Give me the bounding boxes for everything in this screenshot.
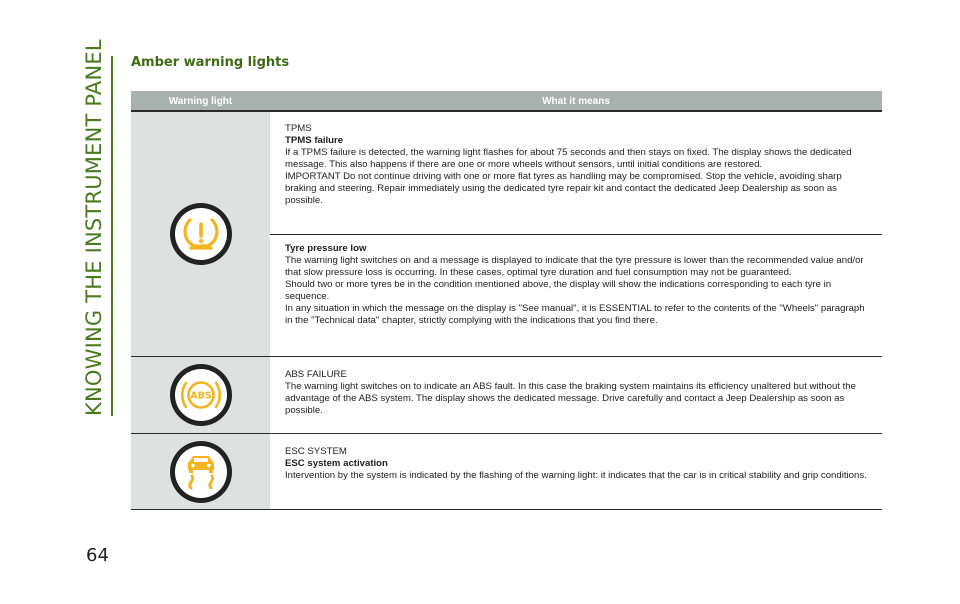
entry-heading: ABS FAILURE <box>285 369 347 380</box>
warning-lights-table <box>131 91 882 510</box>
entry-paragraph: Intervention by the system is indicated by the flashing of the warning light: it indicates that the car is in critical stability and grip conditions. <box>285 470 867 481</box>
entry-paragraph: The warning light switches on to indicate an ABS fault. In this case the braking system maintains its efficiency unaltered but without the advantage of the ABS system. The display shows the dedicated message. Drive carefully and contact a Jeep Dealership as soon as possible. <box>285 381 856 416</box>
icon-cell <box>131 434 270 509</box>
entry-paragraph: If a TPMS failure is detected, the warning light flashes for about 75 seconds and then stays on fixed. The display shows the dedicated message. This also happens if there are one or more wheels without sensors, until initial conditions are restored. <box>285 147 852 170</box>
table-header <box>131 91 882 112</box>
chapter-side-title: KNOWING THE INSTRUMENT PANEL <box>79 56 113 416</box>
entry-paragraph: IMPORTANT Do not continue driving with one or more flat tyres as handling may be compromised. Stop the vehicle, avoiding sharp braking and steering. Repair immediately using the dedicated tyre repair kit and contact the dedicated Jeep Dealership as soon as possible. <box>285 171 842 206</box>
esc-skidding-car-icon <box>170 441 232 503</box>
text-cell <box>270 434 882 509</box>
text-cell <box>270 112 882 356</box>
tyre-pressure-low-entry <box>270 234 882 356</box>
icon-cell <box>131 112 270 356</box>
entry-heading: TPMS <box>285 123 312 134</box>
tpms-failure-entry <box>270 112 882 234</box>
entry-subheading: TPMS failure <box>285 135 344 146</box>
abs-icon-label: ABS <box>189 390 212 402</box>
table-row-esc <box>131 434 882 510</box>
entry-subheading: ESC system activation <box>285 458 388 469</box>
esc-system-entry <box>270 434 882 482</box>
table-row-abs <box>131 357 882 434</box>
page-number: 64 <box>86 545 109 566</box>
entry-heading: ESC SYSTEM <box>285 446 347 457</box>
icon-cell <box>131 357 270 433</box>
entry-paragraph: The warning light switches on and a message is displayed to indicate that the tyre pressure is lower than the recommended value and/or that slow pressure loss is occurring. In these cases, optimal tyre duration and fuel consumption may not be guaranteed. <box>285 255 864 278</box>
section-title: Amber warning lights <box>131 55 290 70</box>
header-warning-light: Warning light <box>168 96 233 107</box>
text-cell <box>270 357 882 433</box>
abs-warning-icon <box>170 364 232 426</box>
entry-subheading: Tyre pressure low <box>285 243 367 254</box>
entry-paragraph: In any situation in which the message on the display is "See manual", it is ESSENTIAL to refer to the contents of the "Wheels" paragraph in the "Technical data" chapter, strictly complying with the indications that you find there. <box>285 303 865 326</box>
table-row-tpms <box>131 112 882 357</box>
tpms-warning-icon <box>170 203 232 265</box>
entry-paragraph: Should two or more tyres be in the condition mentioned above, the display will show the indications corresponding to each tyre in sequence. <box>285 279 832 302</box>
abs-failure-entry <box>270 357 882 417</box>
header-what-it-means: What it means <box>542 96 610 107</box>
